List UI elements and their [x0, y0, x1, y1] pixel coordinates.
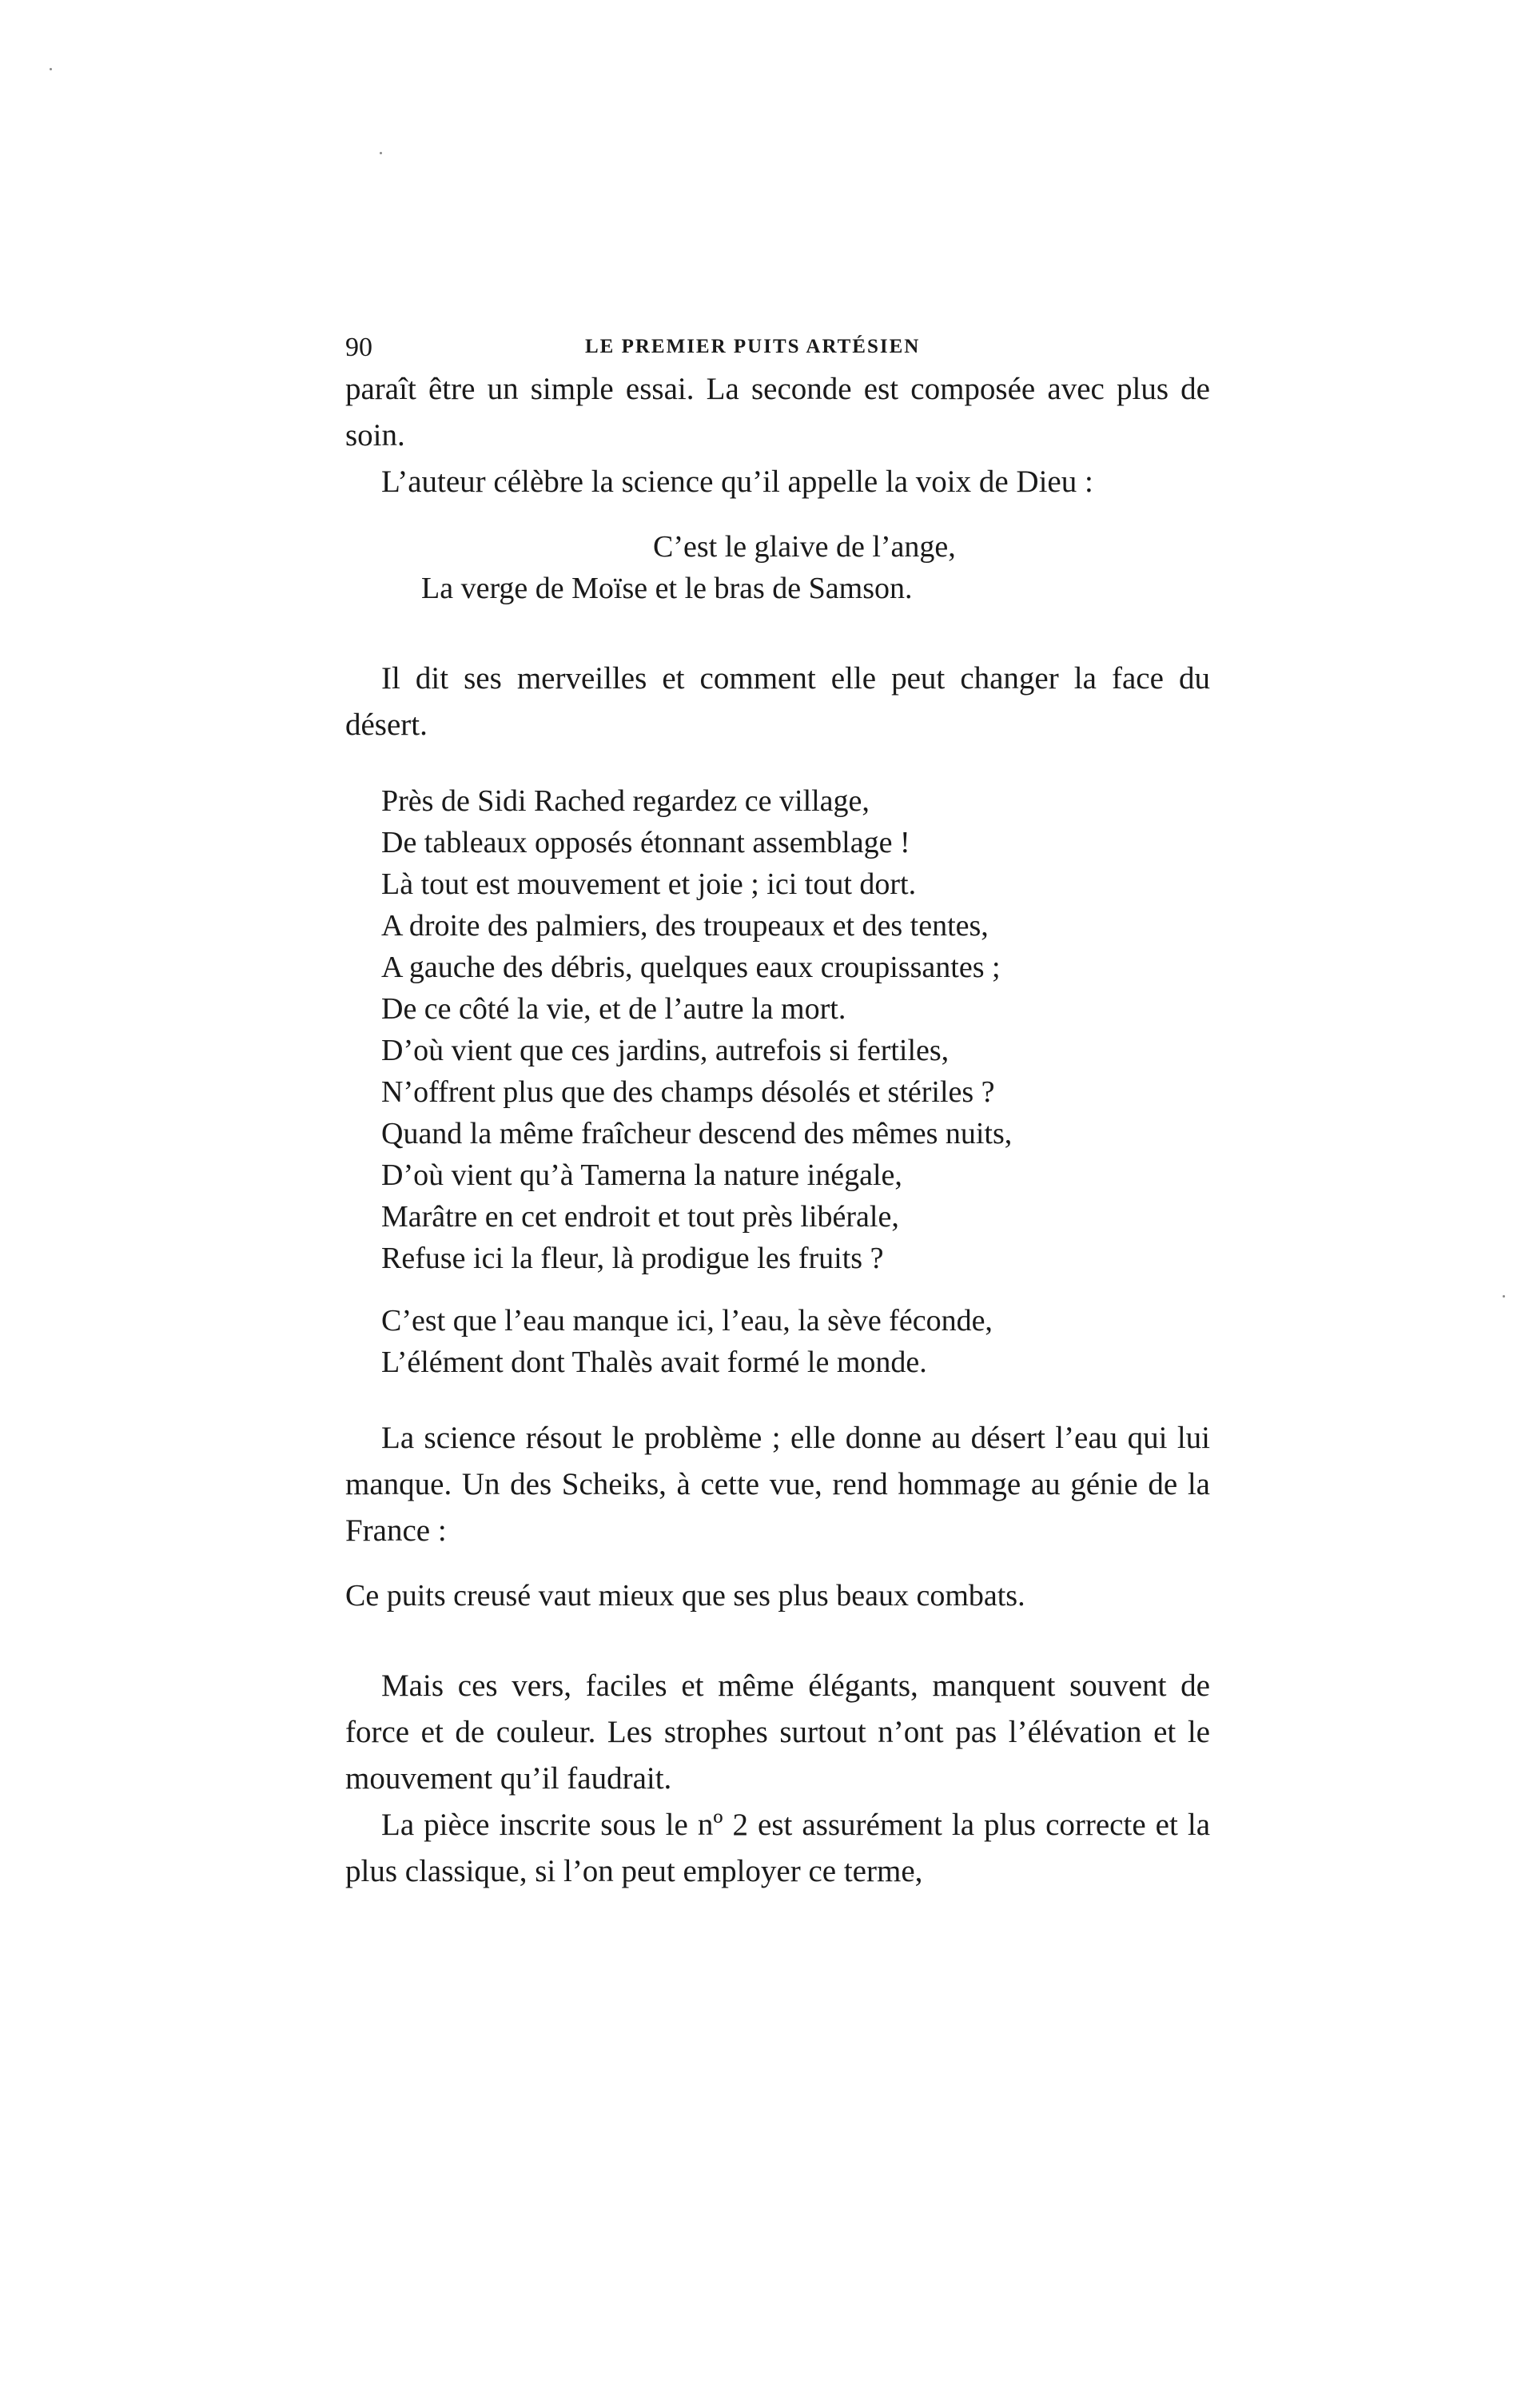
verse-line: C’est que l’eau manque ici, l’eau, la sève féconde,: [381, 1304, 993, 1338]
paper-speck: [1503, 1295, 1505, 1298]
verse-line: A droite des palmiers, des troupeaux et des tentes,: [381, 909, 989, 943]
verse-line: L’élément dont Thalès avait formé le monde.: [381, 1346, 927, 1379]
paragraph-piece-2: La pièce inscrite sous le nº 2 est assurément la plus correcte et la plus classique, si l’on peut employer ce terme,: [345, 1808, 1210, 1888]
verse-quote-3: [345, 1300, 1210, 1383]
paragraph-critique: Mais ces vers, faciles et même élégants, manquent souvent de force et de couleur. Les strophes surtout n’ont pas l’élévation et le mouvement qu’il faudrait.: [345, 1668, 1210, 1796]
verse-quote-4: [345, 1575, 1210, 1617]
verse-line: Refuse ici la fleur, là prodigue les fruits ?: [381, 1242, 884, 1275]
paragraph-intro-verse: L’auteur célèbre la science qu’il appelle la voix de Dieu :: [381, 464, 1093, 499]
running-head: [345, 318, 1210, 366]
verse-line: De ce côté la vie, et de l’autre la mort.: [381, 992, 846, 1026]
paragraph-science: La science résout le problème ; elle donne au désert l’eau qui lui manque. Un des Scheiks, à cette vue, rend hommage au génie de la France :: [345, 1421, 1210, 1548]
running-title: LE PREMIER PUITS ARTÉSIEN: [585, 336, 921, 357]
paper-speck: [380, 152, 382, 154]
paper-speck: [50, 68, 52, 70]
page-number: 90: [345, 333, 372, 362]
verse-line: Là tout est mouvement et joie ; ici tout dort.: [381, 867, 917, 901]
verse-line: N’offrent plus que des champs désolés et stériles ?: [381, 1075, 995, 1109]
verse-quote-2: [345, 780, 1210, 1279]
verse-line: Marâtre en cet endroit et tout près libérale,: [381, 1200, 899, 1234]
verse-line: D’où vient qu’à Tamerna la nature inégale,: [381, 1158, 902, 1192]
verse-line: D’où vient que ces jardins, autrefois si fertiles,: [381, 1034, 950, 1067]
verse-line: Près de Sidi Rached regardez ce village,: [381, 784, 870, 818]
verse-line: A gauche des débris, quelques eaux croupissantes ;: [381, 951, 1001, 984]
verse-line: La verge de Moïse et le bras de Samson.: [421, 572, 913, 605]
verse-line: Ce puits creusé vaut mieux que ses plus beaux combats.: [345, 1579, 1025, 1613]
verse-line: Quand la même fraîcheur descend des mêmes nuits,: [381, 1117, 1013, 1150]
book-page: [345, 318, 1210, 1895]
paragraph-desert: Il dit ses merveilles et comment elle peut changer la face du désert.: [345, 661, 1210, 742]
verse-line: C’est le glaive de l’ange,: [653, 530, 956, 564]
verse-line: De tableaux opposés étonnant assemblage !: [381, 826, 910, 859]
paragraph-continued: paraît être un simple essai. La seconde est composée avec plus de soin.: [345, 372, 1210, 452]
verse-quote-1: [345, 526, 1210, 609]
